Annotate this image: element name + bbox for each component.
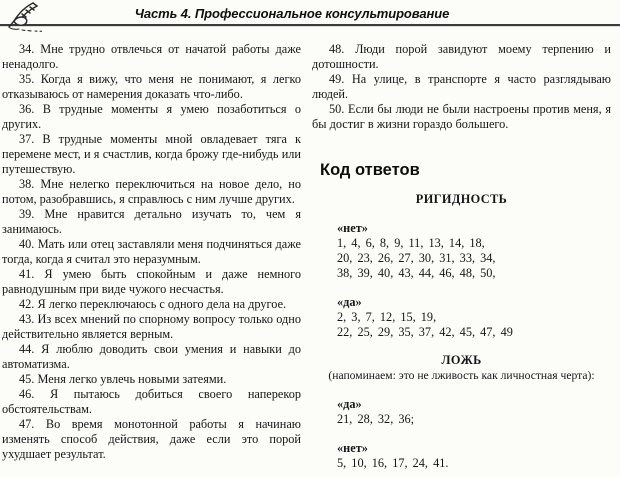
answer-numbers-line: 22, 25, 29, 35, 37, 42, 45, 47, 49 xyxy=(337,325,513,339)
right-column xyxy=(312,42,611,471)
question-item-42: 42. Я легко переключаюсь с одного дела на другое. xyxy=(19,297,287,311)
answer-group-label: «да» xyxy=(337,397,362,411)
question-item-48: 48. Люди порой завидуют моему терпению и дотошности. xyxy=(312,42,611,71)
question-item-41: 41. Я умею быть спокойным и даже немного равнодушным при виде чужого несчастья. xyxy=(2,267,301,296)
answer-numbers-line: 1, 4, 6, 8, 9, 11, 13, 14, 18, xyxy=(337,236,485,250)
answer-group-lie-yes xyxy=(312,397,611,427)
question-item-35: 35. Когда я вижу, что меня не понимают, я легко отказываюсь от намерения доказать что-либо. xyxy=(2,72,301,101)
answer-numbers-line: 21, 28, 32, 36; xyxy=(337,412,415,426)
question-item-45: 45. Меня легко увлечь новыми затеями. xyxy=(19,372,227,386)
question-item-43: 43. Из всех мнений по спорному вопросу только одно действительно является верным. xyxy=(2,312,301,341)
answer-numbers-line: 38, 39, 40, 43, 44, 46, 48, 50, xyxy=(337,266,496,280)
writing-hand-icon xyxy=(2,1,54,38)
question-item-37: 37. В трудные моменты мной овладевает тяга к перемене мест, и я счастлив, когда брожу где-нибудь или путешествую. xyxy=(2,132,301,176)
answer-numbers-line: 5, 10, 16, 17, 24, 41. xyxy=(337,456,449,470)
scale-title-rigidity: РИГИДНОСТЬ xyxy=(415,192,508,206)
answer-key-heading: Код ответов xyxy=(320,161,420,179)
answer-group-rigidity-no xyxy=(312,221,611,281)
running-head-title: Часть 4. Профессиональное консультирование xyxy=(134,6,450,21)
two-column-body xyxy=(0,42,620,471)
answer-group-rigidity-yes xyxy=(312,295,611,340)
answer-group-label: «нет» xyxy=(337,441,368,455)
question-item-47: 47. Во время монотонной работы я начинаю изменять способ действия, даже если это порой ухудшает результат. xyxy=(2,417,301,461)
left-column xyxy=(2,42,301,471)
page-header xyxy=(0,0,620,26)
question-item-34: 34. Мне трудно отвлечься от начатой работы даже ненадолго. xyxy=(2,42,301,71)
answer-group-lie-no xyxy=(312,441,611,471)
question-item-46: 46. Я пытаюсь добиться своего наперекор обстоятельствам. xyxy=(2,387,301,416)
answer-numbers-line: 20, 23, 26, 27, 30, 31, 33, 34, xyxy=(337,251,496,265)
scale-note-lie: (напоминаем: это не лживость как личностная черта): xyxy=(328,369,595,382)
answer-group-label: «да» xyxy=(337,295,362,309)
question-item-39: 39. Мне нравится детально изучать то, чем я занимаюсь. xyxy=(2,207,301,236)
question-item-44: 44. Я люблю доводить свои умения и навыки до автоматизма. xyxy=(2,342,301,371)
question-item-38: 38. Мне нелегко переключиться на новое дело, но потом, разобравшись, я справлюсь с ним лучше других. xyxy=(2,177,301,206)
answer-group-label: «нет» xyxy=(337,221,368,235)
question-item-36: 36. В трудные моменты я умею позаботиться о других. xyxy=(2,102,301,131)
scale-title-lie: ЛОЖЬ xyxy=(441,353,482,367)
question-item-49: 49. На улице, в транспорте я часто разглядываю людей. xyxy=(312,72,611,101)
answer-numbers-line: 2, 3, 7, 12, 15, 19, xyxy=(337,310,437,324)
question-item-50: 50. Если бы люди не были настроены против меня, я бы достиг в жизни гораздо большего. xyxy=(312,102,611,131)
question-item-40: 40. Мать или отец заставляли меня подчиняться даже тогда, когда я считал это неразумным. xyxy=(2,237,301,266)
